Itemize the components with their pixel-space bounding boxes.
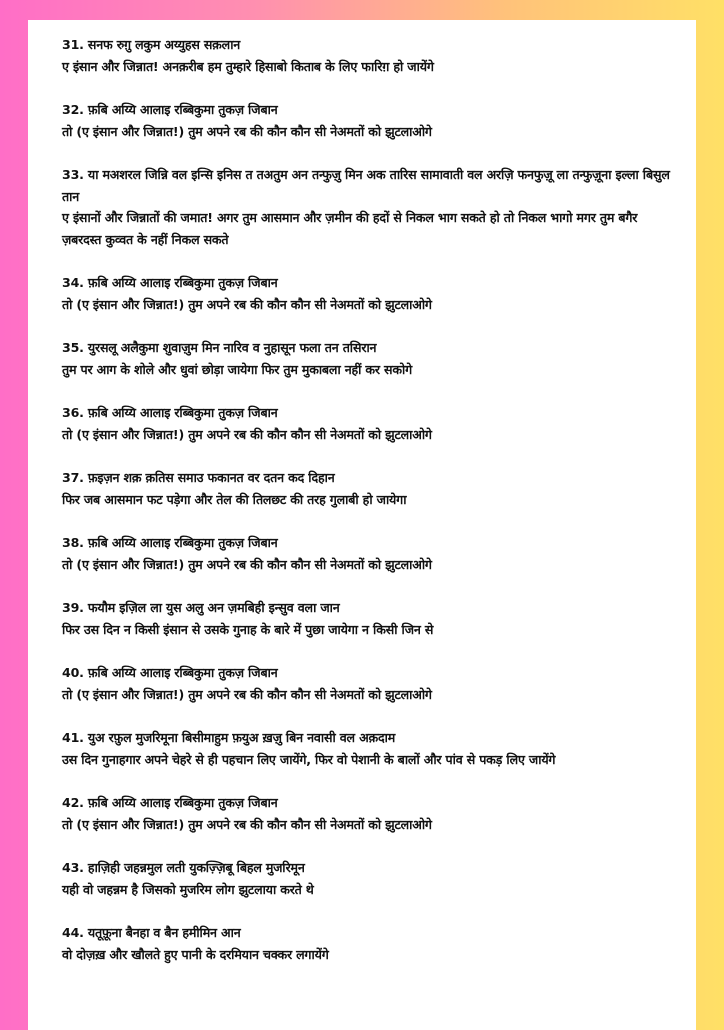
verse-translation: तो (ए इंसान और जिन्नात!) तुम अपने रब की कौन कौन सी नेअमतों को झुटलाओगे [62, 426, 432, 442]
verse-transliteration: 31. सनफ रुग़ु लकुम अय्युहस सक़लान [62, 37, 241, 52]
verse-translation: फिर उस दिन न किसी इंसान से उसके गुनाह के बारे में पुछा जायेगा न किसी जिन से [62, 621, 434, 637]
verse-36 [62, 402, 674, 445]
verse-transliteration: 38. फ़बि अय्यि आलाइ रब्बिकुमा तुकज़ जिबान [62, 535, 278, 550]
verse-41 [62, 727, 674, 770]
verse-37 [62, 467, 674, 510]
verse-transliteration: 43. हाज़िही जहन्नमुल लती युकज़्ज़िबू बिहल मुजरिमून [62, 860, 305, 875]
verse-translation: तो (ए इंसान और जिन्नात!) तुम अपने रब की कौन कौन सी नेअमतों को झुटलाओगे [62, 123, 432, 139]
verse-translation: यही वो जहन्नम है जिसको मुजरिम लोग झुटलाया करते थे [62, 881, 314, 897]
verse-translation: वो दोज़ख़ और खौलते हुए पानी के दरमियान चक्कर लगायेंगे [62, 946, 329, 962]
verse-31 [62, 34, 674, 77]
verse-38 [62, 532, 674, 575]
verse-transliteration: 33. या मअशरल जिन्नि वल इन्सि इनिस त तअतुम अन तन्फुज़ु मिन अक तारिस सामावाती वल अरज़ि फनफुज़ू ला तन्फुज़ूना इल्ला बिसुल तान [62, 167, 670, 204]
verse-transliteration: 40. फ़बि अय्यि आलाइ रब्बिकुमा तुकज़ जिबान [62, 665, 278, 680]
verse-40 [62, 662, 674, 705]
verse-translation: तो (ए इंसान और जिन्नात!) तुम अपने रब की कौन कौन सी नेअमतों को झुटलाओगे [62, 686, 432, 702]
verse-transliteration: 39. फयौम इज़िल ला युस अलु अन ज़मबिही इन्सुव वला जान [62, 600, 340, 615]
verse-translation: उस दिन गुनाहगार अपने चेहरे से ही पहचान लिए जायेंगे, फिर वो पेशानी के बालों और पांव से पकड़ लिए जायेंगे [62, 751, 556, 767]
verse-transliteration: 36. फ़बि अय्यि आलाइ रब्बिकुमा तुकज़ जिबान [62, 405, 278, 420]
verse-34 [62, 272, 674, 315]
verse-translation: तो (ए इंसान और जिन्नात!) तुम अपने रब की कौन कौन सी नेअमतों को झुटलाओगे [62, 816, 432, 832]
document-page [28, 20, 696, 1030]
verse-35 [62, 337, 674, 380]
verse-translation: ए इंसान और जिन्नात! अनक़रीब हम तुम्हारे हिसाबो किताब के लिए फारिग़ हो जायेंगे [62, 58, 434, 74]
verse-44 [62, 922, 674, 965]
verse-transliteration: 42. फ़बि अय्यि आलाइ रब्बिकुमा तुकज़ जिबान [62, 795, 278, 810]
verse-43 [62, 857, 674, 900]
verse-39 [62, 597, 674, 640]
verse-32 [62, 99, 674, 142]
verse-translation: तो (ए इंसान और जिन्नात!) तुम अपने रब की कौन कौन सी नेअमतों को झुटलाओगे [62, 296, 432, 312]
verse-transliteration: 44. यतूफ़ूना बैनहा व बैन हमीमिन आन [62, 925, 241, 940]
verse-translation: तुम पर आग के शोले और धुवां छोड़ा जायेगा फिर तुम मुकाबला नहीं कर सकोगे [62, 361, 412, 377]
verse-list [62, 34, 674, 987]
verse-33 [62, 164, 674, 250]
verse-transliteration: 41. युअ रफ़ुल मुजरिमूना बिसीमाहुम फ़युअ ख़ज़ु बिन नवासी वल अक़दाम [62, 730, 396, 745]
verse-translation: तो (ए इंसान और जिन्नात!) तुम अपने रब की कौन कौन सी नेअमतों को झुटलाओगे [62, 556, 432, 572]
verse-transliteration: 32. फ़बि अय्यि आलाइ रब्बिकुमा तुकज़ जिबान [62, 102, 278, 117]
verse-translation: फिर जब आसमान फट पड़ेगा और तेल की तिलछट की तरह गुलाबी हो जायेगा [62, 491, 407, 507]
verse-transliteration: 35. युरसलू अलैकुमा शुवाज़ुम मिन नारिव व नुहासून फला तन तसिरान [62, 340, 377, 355]
verse-transliteration: 34. फ़बि अय्यि आलाइ रब्बिकुमा तुकज़ जिबान [62, 275, 278, 290]
verse-transliteration: 37. फ़इज़न शक़ क़तिस समाउ फकानत वर दतन कद दिहान [62, 470, 335, 485]
verse-translation: ए इंसानों और जिन्नातों की जमात! अगर तुम आसमान और ज़मीन की हदों से निकल भाग सकते हो तो निकल भागो मगर तुम बगैर ज़बरदस्त कुव्वत के नहीं निकल सकते [62, 210, 638, 247]
verse-42 [62, 792, 674, 835]
